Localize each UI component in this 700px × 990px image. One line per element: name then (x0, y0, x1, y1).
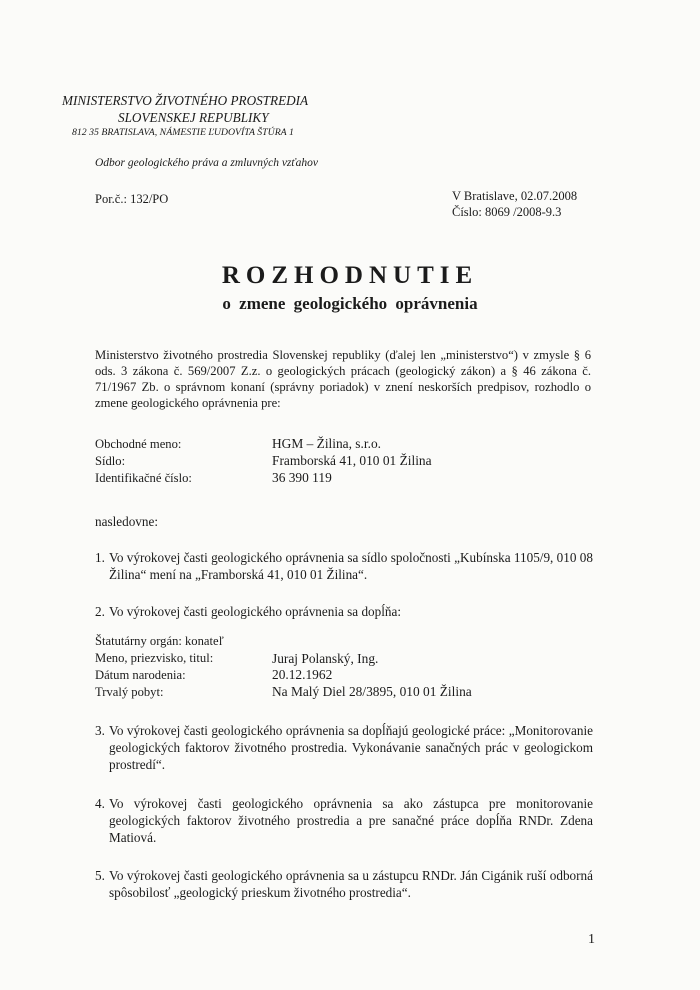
statutory-residence-value: Na Malý Diel 28/3895, 010 01 Žilina (272, 684, 472, 699)
document-title: ROZHODNUTIE (221, 262, 479, 289)
item-text: Vo výrokovej časti geologického oprávnenia sa sídlo spoločnosti „Kubínska 1105/9, 010 08 Žilina“ mení na „Framborská 41, 010 01 Žilina“. (109, 550, 593, 582)
ministry-name-line1: MINISTERSTVO ŽIVOTNÉHO PROSTREDIA (62, 93, 309, 108)
company-name-label: Obchodné meno: (95, 437, 182, 451)
company-id-value: 36 390 119 (272, 470, 332, 485)
list-item (95, 549, 593, 583)
list-item (95, 603, 593, 620)
company-seat-value: Framborská 41, 010 01 Žilina (272, 453, 432, 468)
company-id-label: Identifikačné číslo: (95, 471, 192, 485)
item-text: Vo výrokovej časti geologického oprávnenia sa dopĺňajú geologické práce: „Monitorovanie geologických faktorov životného prostredia. Vykonávanie sanačných prác v geologickom prostredí“. (109, 723, 593, 772)
reference-number: Por.č.: 132/PO (95, 192, 169, 206)
item-number: 3. (95, 723, 105, 738)
item-text: Vo výrokovej časti geologického oprávnenia sa ako zástupca pre monitorovanie geologických faktorov životného prostredia a pre sanačné práce dopĺňa RNDr. Zdena Matiová. (109, 796, 593, 845)
nasledovne-label: nasledovne: (95, 514, 158, 529)
item-text: Vo výrokovej časti geologického oprávnenia sa u zástupcu RNDr. Ján Cigánik ruší odborná spôsobilosť „geologický prieskum životného prostredia“. (109, 868, 593, 900)
list-item (95, 722, 593, 773)
item-text: Vo výrokovej časti geologického oprávnenia sa dopĺňa: (109, 604, 402, 619)
statutory-name-value: Juraj Polanský, Ing. (272, 651, 379, 666)
place-and-number (452, 188, 577, 220)
statutory-residence-label: Trvalý pobyt: (95, 685, 164, 699)
document-subtitle: o zmene geologického oprávnenia (222, 294, 478, 313)
page-number: 1 (588, 932, 595, 947)
statutory-birth-value: 20.12.1962 (272, 667, 333, 682)
place-date: V Bratislave, 02.07.2008 (452, 189, 578, 203)
item-number: 5. (95, 868, 105, 883)
company-name-value: HGM – Žilina, s.r.o. (272, 436, 381, 451)
company-seat-label: Sídlo: (95, 454, 126, 468)
item-number: 1. (95, 550, 105, 565)
ministry-name-line2: SLOVENSKEJ REPUBLIKY (118, 110, 269, 125)
ministry-address: 812 35 BRATISLAVA, NÁMESTIE ĽUDOVÍTA ŠTÚRA 1 (72, 127, 294, 138)
document-number: Číslo: 8069 /2008-9.3 (452, 205, 562, 219)
ministry-header (62, 92, 308, 140)
list-item (95, 795, 593, 846)
intro-paragraph: Ministerstvo životného prostredia Slovenskej republiky (ďalej len „ministerstvo“) v zmysle § 6 ods. 3 zákona č. 569/2007 Z.z. o geologických prácach (geologický zákon) a § 46 zákona č. 71/1967 Zb. o správnom konaní (správny poriadok) v znení neskorších predpisov, rozhodlo o zmene geologického oprávnenia pre: (95, 348, 591, 410)
item-number: 4. (95, 796, 105, 811)
statutory-birth-label: Dátum narodenia: (95, 668, 186, 682)
statutory-name-label: Meno, priezvisko, titul: (95, 651, 214, 665)
item-number: 2. (95, 604, 105, 619)
list-item (95, 867, 593, 901)
statutory-heading: Štatutárny orgán: konateľ (95, 634, 224, 648)
department-name: Odbor geologického práva a zmluvných vzťahov (95, 157, 318, 169)
